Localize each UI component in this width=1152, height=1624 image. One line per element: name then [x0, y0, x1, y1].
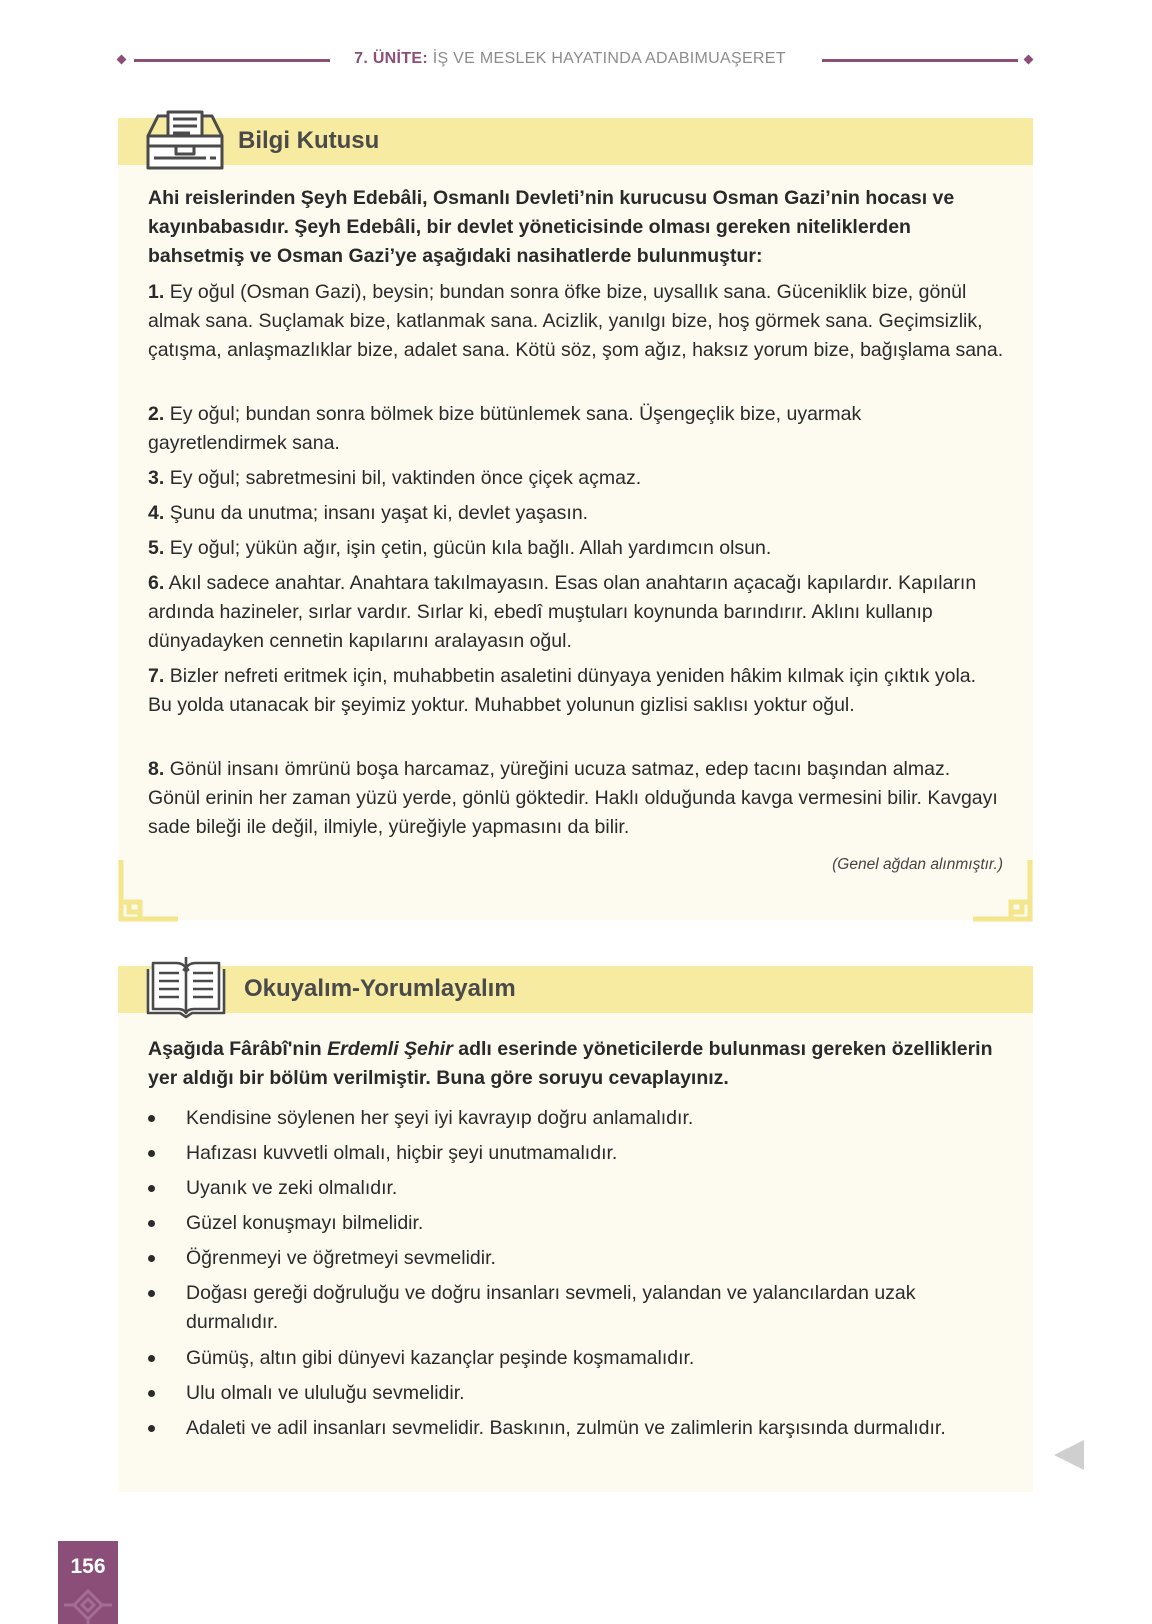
- bullet-item: [148, 1414, 1008, 1443]
- intro-text-before: Aşağıda Fârâbî'nin: [148, 1038, 328, 1060]
- bullet-dot: [148, 1290, 155, 1297]
- bullet-text: Gümüş, altın gibi dünyevi kazançlar peşinde koşmamalıdır.: [186, 1347, 695, 1369]
- advice-item-7: [148, 662, 1004, 720]
- bilgi-kutusu-intro: Ahi reislerinden Şeyh Edebâli, Osmanlı Devleti’nin kurucusu Osman Gazi’nin hocası ve kayınbabasıdır. Şeyh Edebâli, bir devlet yöneticisinde olması gereken niteliklerden bahsetmiş ve Osman Gazi’ye aşağıdaki nasihatlerde bulunmuştur:: [148, 187, 955, 267]
- advice-item-number: 2.: [148, 403, 165, 425]
- advice-item-number: 7.: [148, 665, 165, 687]
- advice-item-text: Akıl sadece anahtar. Anahtara takılmayasın. Esas olan anahtarın açacağı kapılardır. Kapıların ardında hazineler, sırlar vardır. Sırlar ki, ebedî muştuları koynunda barındırır. Aklını kullanıp dünyadayken cennetin kapılarını aralayasın oğul.: [148, 572, 977, 652]
- bullet-dot: [148, 1255, 155, 1262]
- bullet-text: Kendisine söylenen her şeyi iyi kavrayıp doğru anlamalıdır.: [186, 1107, 694, 1129]
- advice-item-number: 1.: [148, 281, 165, 303]
- corner-ornament-right: [971, 860, 1033, 922]
- bullet-dot: [148, 1220, 155, 1227]
- triangle-left-icon[interactable]: [1054, 1440, 1084, 1470]
- advice-item-3: [148, 464, 1004, 493]
- book-title: Erdemli Şehir: [327, 1038, 453, 1060]
- bullet-dot: [148, 1185, 155, 1192]
- advice-item-number: 3.: [148, 467, 165, 489]
- advice-item-number: 6.: [148, 572, 165, 594]
- bullet-item: [148, 1209, 1008, 1238]
- advice-item-2: [148, 400, 1004, 458]
- corner-ornament-left: [118, 860, 180, 922]
- advice-item-number: 4.: [148, 502, 165, 524]
- bullet-text: Doğası gereği doğruluğu ve doğru insanları sevmeli, yalandan ve yalancılardan uzak durmalıdır.: [186, 1282, 916, 1333]
- bullet-text: Uyanık ve zeki olmalıdır.: [186, 1177, 398, 1199]
- bullet-text: Öğrenmeyi ve öğretmeyi sevmelidir.: [186, 1247, 496, 1269]
- okuyalim-intro: [148, 1035, 1004, 1093]
- inbox-tray-icon: [146, 106, 224, 170]
- unit-title: İŞ VE MESLEK HAYATINDA ADABIMUAŞERET: [432, 50, 786, 67]
- header-diamond-right: [1024, 55, 1034, 65]
- page-number: 156: [70, 1555, 106, 1578]
- unit-header: [330, 50, 810, 68]
- bullet-text: Ulu olmalı ve ululuğu sevmelidir.: [186, 1382, 465, 1404]
- advice-item-5: [148, 534, 1004, 563]
- bullet-dot: [148, 1390, 155, 1397]
- advice-item-text: Ey oğul; bundan sonra bölmek bize bütünlemek sana. Üşengeçlik bize, uyarmak gayretlendirmek sana.: [148, 403, 862, 454]
- advice-item-6: [148, 569, 1004, 656]
- advice-item-number: 8.: [148, 758, 165, 780]
- bullet-item: [148, 1344, 1008, 1373]
- bullet-item: [148, 1279, 1008, 1337]
- bullet-item: [148, 1139, 1008, 1168]
- advice-item-text: Gönül insanı ömrünü boşa harcamaz, yüreğini ucuza satmaz, edep tacını başından almaz. Gönül erinin her zaman yüzü yerde, gönlü göktedir. Haklı olduğunda kavga vermesini bilir. Kavgayı sade bileği ile değil, ilmiyle, yüreğiyle yapmasını da bilir.: [148, 758, 998, 838]
- open-book-icon: [146, 957, 226, 1019]
- page-number-tab: [58, 1541, 118, 1624]
- pattern-ornament-icon: [62, 1587, 114, 1624]
- unit-label: 7. ÜNİTE:: [354, 50, 428, 67]
- bullet-item: [148, 1379, 1008, 1408]
- bullet-item: [148, 1174, 1008, 1203]
- intro-text-after: adlı eserinde yöneticilerde bulunması gereken özelliklerin yer aldığı bir bölüm verilmiştir. Buna göre soruyu cevaplayınız.: [148, 1038, 993, 1089]
- bullet-item: [148, 1104, 1008, 1133]
- advice-item-text: Ey oğul (Osman Gazi), beysin; bundan sonra öfke bize, uysallık sana. Güceniklik bize, gönül almak sana. Suçlamak bize, katlanmak sana. Acizlik, yanılgı bize, hoş görmek sana. Geçimsizlik, çatışma, anlaşmazlıklar bize, adalet sana. Kötü söz, şom ağız, haksız yorum bize, bağışlama sana.: [148, 281, 1004, 361]
- header-rule-left: [134, 59, 330, 62]
- advice-item-text: Şunu da unutma; insanı yaşat ki, devlet yaşasın.: [169, 502, 589, 524]
- bullet-dot: [148, 1425, 155, 1432]
- advice-item-text: Ey oğul; sabretmesini bil, vaktinden önce çiçek açmaz.: [169, 467, 642, 489]
- bullet-item: [148, 1244, 1008, 1273]
- bullet-dot: [148, 1355, 155, 1362]
- bilgi-kutusu-title: Bilgi Kutusu: [238, 127, 380, 154]
- header-diamond-left: [117, 55, 127, 65]
- advice-item-8: [148, 755, 1004, 842]
- advice-item-text: Ey oğul; yükün ağır, işin çetin, gücün kıla bağlı. Allah yardımcın olsun.: [169, 537, 772, 559]
- advice-item-4: [148, 499, 1004, 528]
- source-note: (Genel ağdan alınmıştır.): [832, 856, 1003, 873]
- advice-item-1: [148, 278, 1004, 365]
- header-rule-right: [822, 59, 1018, 62]
- okuyalim-title: Okuyalım-Yorumlayalım: [244, 975, 516, 1002]
- bullet-dot: [148, 1150, 155, 1157]
- bullet-text: Adaleti ve adil insanları sevmelidir. Baskının, zulmün ve zalimlerin karşısında durmalıdır.: [186, 1417, 946, 1439]
- bullet-text: Güzel konuşmayı bilmelidir.: [186, 1212, 424, 1234]
- advice-item-text: Bizler nefreti eritmek için, muhabbetin asaletini dünyaya yeniden hâkim kılmak için çıktık yola. Bu yolda utanacak bir şeyimiz yoktur. Muhabbet yolunun gizlisi saklısı yoktur oğul.: [148, 665, 977, 716]
- advice-item-number: 5.: [148, 537, 165, 559]
- bullet-dot: [148, 1115, 155, 1122]
- bullet-text: Hafızası kuvvetli olmalı, hiçbir şeyi unutmamalıdır.: [186, 1142, 618, 1164]
